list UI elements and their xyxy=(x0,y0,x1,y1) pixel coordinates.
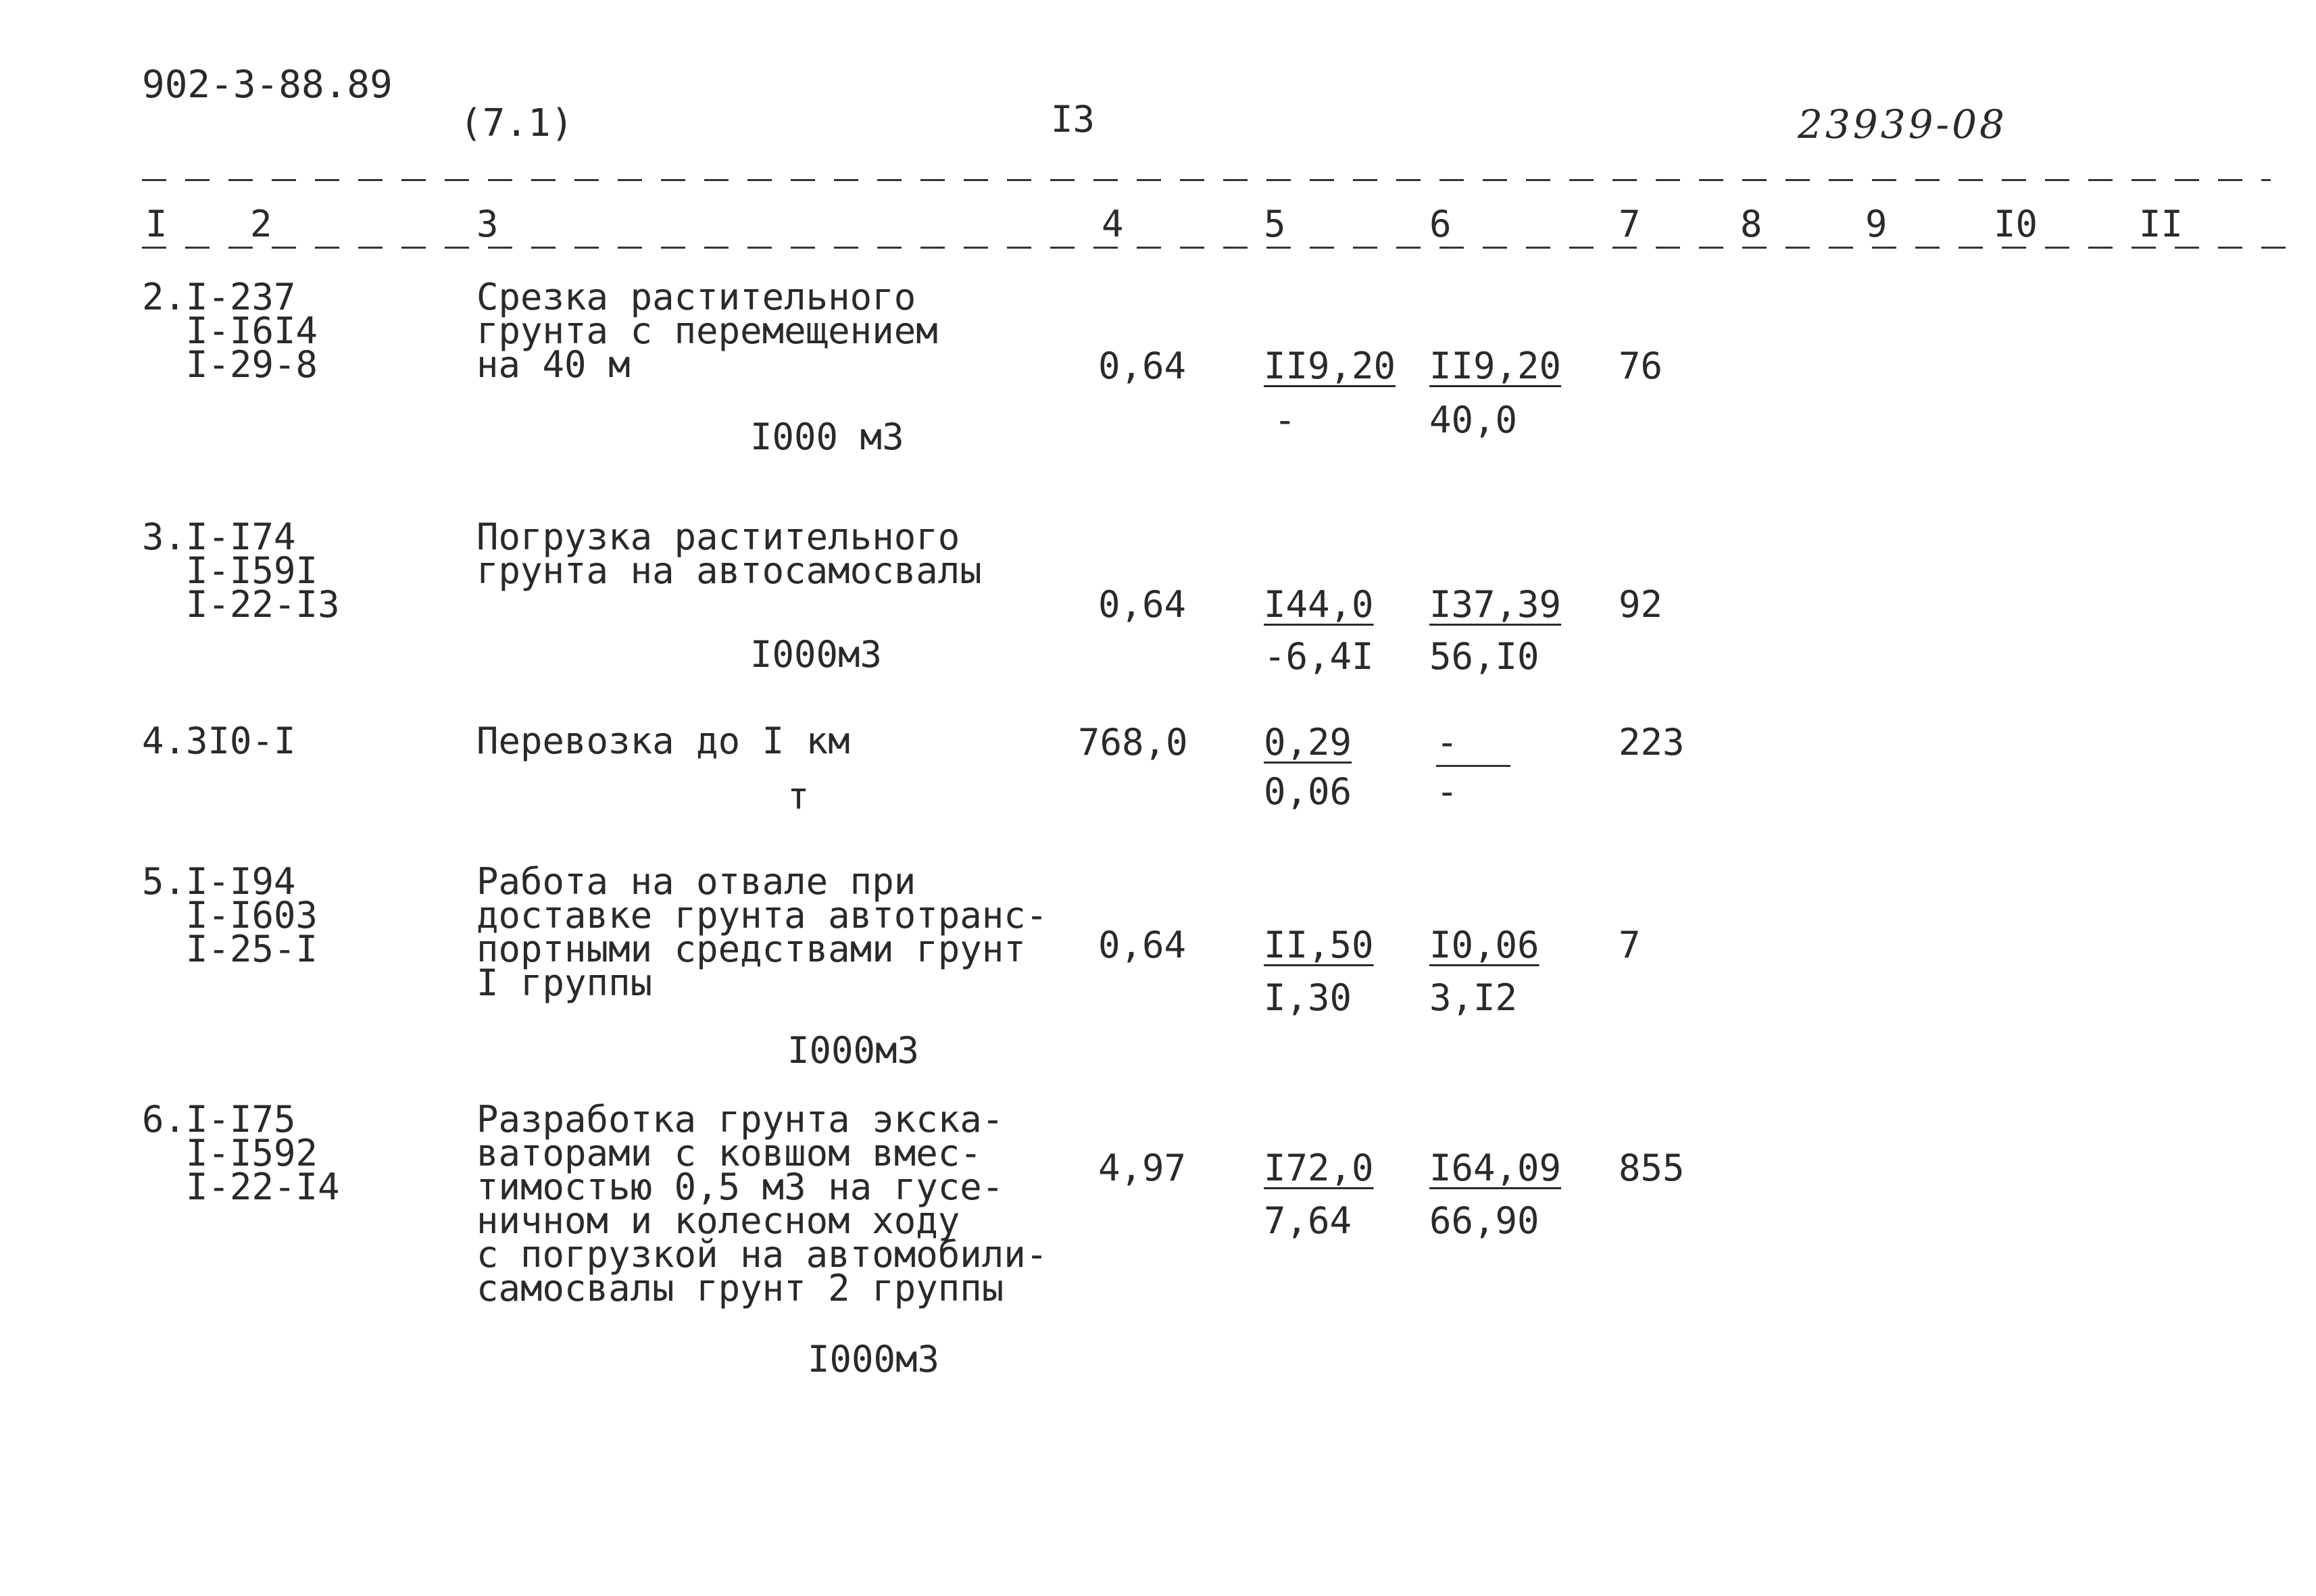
norm-code: I-22-I3 xyxy=(186,583,340,626)
work-description: Погрузка растительного грунта на автосамосвалы xyxy=(476,516,982,592)
page-number: I3 xyxy=(1051,98,1095,141)
col6-top-value: I0,06 xyxy=(1429,924,1539,966)
norm-code: I-I94 xyxy=(186,860,296,903)
quantity: 0,64 xyxy=(1098,583,1187,626)
handwritten-number: 23939-08 xyxy=(1798,101,2007,147)
column-header-5: 5 xyxy=(1264,203,1286,245)
col5-bottom-value: 0,06 xyxy=(1264,770,1352,813)
norm-code: I-237 xyxy=(186,276,296,318)
col7-value: 7 xyxy=(1619,924,1641,966)
norm-code: I-I74 xyxy=(186,516,296,558)
unit-of-measure: I000м3 xyxy=(750,633,883,676)
norm-code: 3I0-I xyxy=(186,720,296,762)
col5-top-value: I44,0 xyxy=(1264,583,1374,626)
unit-of-measure: I000м3 xyxy=(787,1029,920,1072)
row-number: 2. xyxy=(142,276,187,318)
work-description: Работа на отвале при доставке грунта автотранс- портными средствами грунт I группы xyxy=(476,860,1048,1004)
col6-bottom-value: 56,I0 xyxy=(1429,635,1539,678)
unit-of-measure: т xyxy=(787,775,810,818)
col5-top-value: II9,20 xyxy=(1264,345,1396,387)
column-header-1: I xyxy=(145,203,168,245)
quantity: 768,0 xyxy=(1078,721,1188,764)
part-number: (7.1) xyxy=(460,101,574,145)
column-header-2: 2 xyxy=(250,203,272,245)
norm-code: I-I59I xyxy=(186,549,318,592)
unit-of-measure: I000 м3 xyxy=(750,416,904,458)
col5-top-value: I72,0 xyxy=(1264,1147,1374,1189)
row-number: 4. xyxy=(142,720,187,762)
col7-value: 855 xyxy=(1619,1147,1685,1189)
unit-of-measure: I000м3 xyxy=(808,1338,940,1380)
col6-bottom-value: - xyxy=(1436,770,1458,813)
norm-code: I-I75 xyxy=(186,1098,296,1141)
col5-top-value: II,50 xyxy=(1264,924,1374,966)
norm-code: I-I592 xyxy=(186,1132,318,1174)
col6-top-value: I37,39 xyxy=(1429,583,1562,626)
norm-code: I-I6I4 xyxy=(186,309,318,352)
col6-bottom-value: 66,90 xyxy=(1429,1199,1539,1242)
document-number: 902-3-88.89 xyxy=(142,63,393,107)
quantity: 0,64 xyxy=(1098,924,1187,966)
col6-top-value: II9,20 xyxy=(1429,345,1562,387)
col5-bottom-value: - xyxy=(1274,399,1296,441)
column-header-9: 9 xyxy=(1865,203,1888,245)
row-number: 5. xyxy=(142,860,187,903)
col5-top-value: 0,29 xyxy=(1264,721,1352,764)
header-rule-bottom xyxy=(142,247,2291,249)
column-header-6: 6 xyxy=(1429,203,1452,245)
col5-bottom-value: I,30 xyxy=(1264,976,1352,1019)
col5-bottom-value: 7,64 xyxy=(1264,1199,1352,1242)
col5-bottom-value: -6,4I xyxy=(1264,635,1374,678)
quantity: 0,64 xyxy=(1098,345,1187,387)
column-header-7: 7 xyxy=(1619,203,1641,245)
col7-value: 76 xyxy=(1619,345,1663,387)
column-header-11: II xyxy=(2139,203,2184,245)
norm-code: I-I603 xyxy=(186,894,318,937)
header-rule-top xyxy=(142,179,2271,181)
work-description: Разработка грунта экска- ваторами с ковшом вмес- тимостью 0,5 м3 на гусе- ничном и колесном ходу с погрузкой на автомобили- самосвалы грунт 2 группы xyxy=(476,1098,1048,1310)
row-number: 3. xyxy=(142,516,187,558)
col7-value: 92 xyxy=(1619,583,1663,626)
column-header-4: 4 xyxy=(1102,203,1124,245)
col6-top-value: - xyxy=(1436,724,1510,767)
row-number: 6. xyxy=(142,1098,187,1141)
col6-bottom-value: 40,0 xyxy=(1429,399,1518,441)
norm-code: I-22-I4 xyxy=(186,1166,340,1208)
col7-value: 223 xyxy=(1619,721,1685,764)
work-description: Перевозка до I км xyxy=(476,720,850,762)
col6-top-value: I64,09 xyxy=(1429,1147,1562,1189)
column-header-3: 3 xyxy=(476,203,499,245)
column-header-10: I0 xyxy=(1994,203,2038,245)
norm-code: I-29-8 xyxy=(186,343,318,386)
norm-code: I-25-I xyxy=(186,928,318,970)
column-header-8: 8 xyxy=(1740,203,1763,245)
work-description: Срезка растительного грунта с перемещением на 40 м xyxy=(476,276,938,386)
col6-bottom-value: 3,I2 xyxy=(1429,976,1518,1019)
quantity: 4,97 xyxy=(1098,1147,1187,1189)
